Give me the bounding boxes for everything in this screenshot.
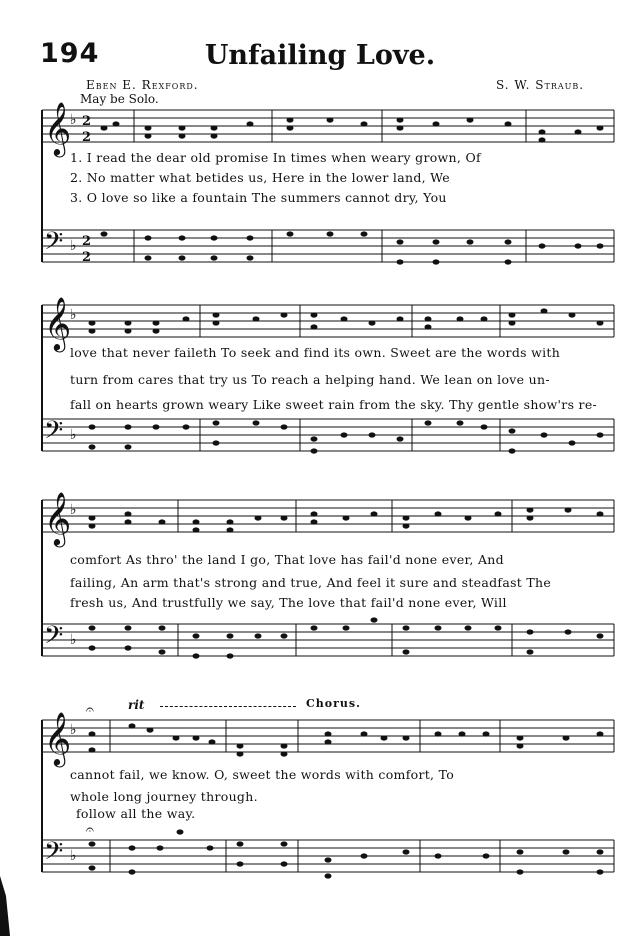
lyric-line-verse-1: love that never faileth To seek and find its own. Sweet are the words with	[70, 345, 561, 360]
poet-credit: Eben E. Rexford.	[86, 78, 199, 92]
lyric-line-verse-1: cannot fail, we know. O, sweet the words with comfort, To	[70, 767, 455, 782]
page-edge-shadow	[0, 866, 28, 936]
lyric-line-verse-2: 2. No matter what betides us, Here in the lower land, We	[70, 170, 451, 185]
flat-key-signature-icon: ♭	[70, 238, 77, 254]
lyric-line-verse-2: failing, An arm that's strong and true, And feel it sure and steadfast The	[70, 575, 552, 590]
lyric-line-verse-3: follow all the way.	[76, 806, 196, 821]
time-signature: 2	[82, 130, 92, 145]
time-signature: 2	[82, 114, 92, 129]
lyric-line-verse-1: comfort As thro' the land I go, That love has fail'd none ever, And	[70, 552, 504, 567]
music-system-2	[0, 293, 640, 483]
treble-notes	[101, 117, 604, 142]
lyric-line-verse-3: fresh us, And trustfully we say, The love that fail'd none ever, Will	[70, 595, 507, 610]
flat-key-signature-icon: ♭	[70, 112, 77, 128]
lyric-line-verse-2: whole long journey through.	[70, 789, 258, 804]
bass-notes	[89, 829, 604, 878]
lyric-line-verse-3: 3. O love so like a fountain The summers cannot dry, You	[70, 190, 447, 205]
treble-clef-icon: 𝄞	[44, 296, 72, 350]
bass-clef-icon: 𝄢	[44, 837, 64, 872]
fermata-icon: 𝄐	[86, 702, 94, 718]
ritardando-marking: rit	[128, 698, 145, 712]
bass-clef-icon: 𝄢	[44, 416, 64, 451]
treble-clef-icon: 𝄞	[44, 491, 72, 545]
flat-key-signature-icon: ♭	[70, 848, 77, 864]
treble-clef-icon: 𝄞	[44, 711, 72, 765]
composer-credit: S. W. Straub.	[496, 78, 585, 92]
lyric-line-verse-3: fall on hearts grown weary Like sweet rain from the sky. Thy gentle show'rs re-	[70, 397, 598, 412]
treble-notes	[89, 507, 604, 532]
bass-notes	[101, 231, 604, 264]
bass-clef-icon: 𝄢	[44, 621, 64, 656]
flat-key-signature-icon: ♭	[70, 722, 77, 738]
treble-clef-icon: 𝄞	[44, 101, 72, 155]
time-signature: 2	[82, 234, 92, 249]
time-signature: 2	[82, 250, 92, 265]
bass-clef-icon: 𝄢	[44, 227, 64, 262]
flat-key-signature-icon: ♭	[70, 502, 77, 518]
flat-key-signature-icon: ♭	[70, 632, 77, 648]
flat-key-signature-icon: ♭	[70, 307, 77, 323]
chorus-label: Chorus.	[306, 697, 361, 710]
lyric-line-verse-2: turn from cares that try us To reach a helping hand. We lean on love un-	[70, 372, 550, 387]
lyric-line-verse-1: 1. I read the dear old promise In times when weary grown, Of	[70, 150, 481, 165]
hymn-title: Unfailing Love.	[204, 40, 436, 71]
performance-note: May be Solo.	[80, 92, 159, 106]
bass-notes	[89, 420, 604, 453]
flat-key-signature-icon: ♭	[70, 427, 77, 443]
fermata-icon: 𝄐	[86, 822, 94, 838]
hymn-number: 194	[40, 38, 100, 69]
